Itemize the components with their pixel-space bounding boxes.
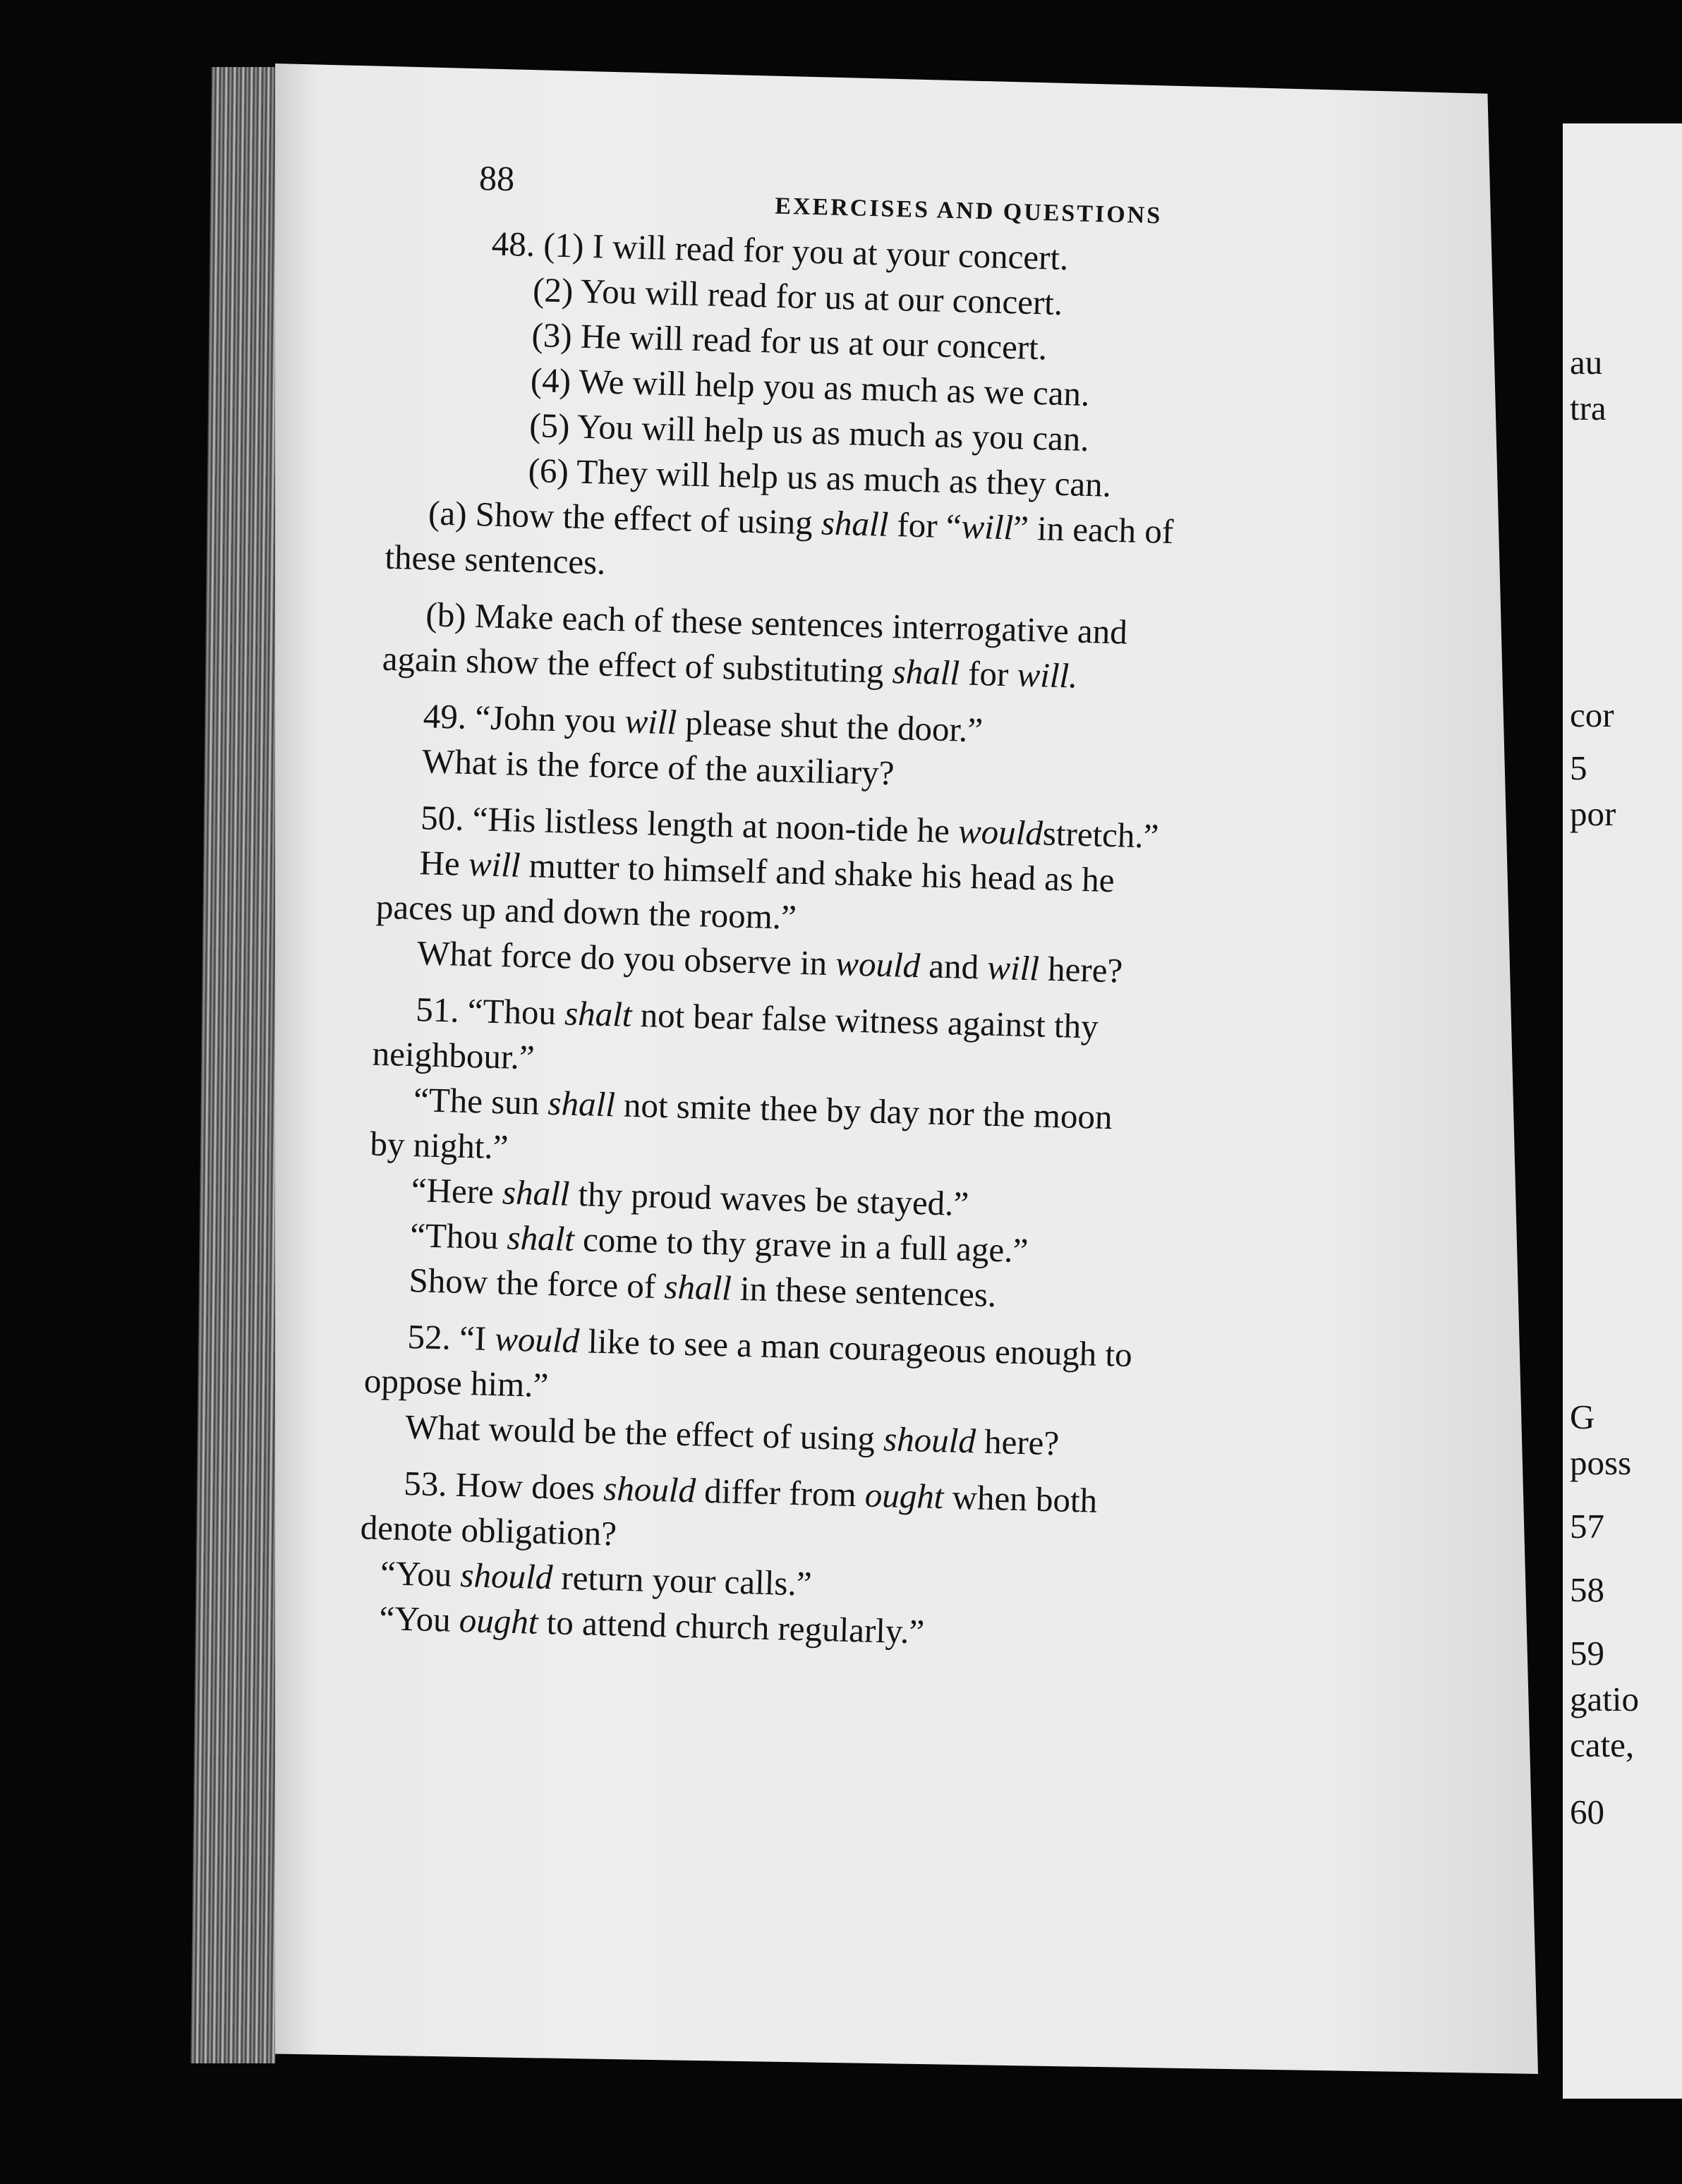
sentence-label: (3) [531,315,573,356]
running-head: EXERCISES AND QUESTIONS [774,193,1163,229]
text-run: ” in each of [1012,508,1174,552]
exercise-number: 51. [415,990,460,1030]
text-run: What would be the effect of using [404,1407,876,1458]
italic-term: shalt [506,1218,575,1258]
sentence-label: (4) [530,360,571,401]
exercise-51-line: neighbour.” [372,1033,536,1077]
facing-fragment: 60 [1570,1792,1604,1831]
italic-term: will [960,506,1014,547]
text-run: not bear false witness against thy [640,995,1099,1046]
text-run: Make each of these sentences interrogative and [474,596,1128,652]
facing-fragment: 58 [1570,1570,1604,1609]
exercise-number: 49. [423,696,467,736]
facing-fragment: gatio [1570,1680,1639,1718]
text-run: “The sun [413,1080,540,1122]
italic-term: would [494,1319,580,1361]
text-run: “You [380,1553,453,1594]
sentence-text: He will read for us at our concert. [580,316,1048,368]
italic-term: shall [547,1083,616,1124]
text-run: when both [952,1477,1098,1520]
text-run: not smite thee by day nor the moon [623,1085,1113,1137]
italic-term: will [624,701,677,742]
text-run: “Thou [409,1215,500,1257]
text-run: stretch.” [1042,813,1160,856]
exercise-number: 50. [420,798,465,838]
text-run: for [967,653,1010,694]
italic-term: shalt [564,993,633,1034]
exercise-51-line: by night.” [369,1124,509,1167]
exercise-52-line: oppose him.” [363,1361,549,1405]
italic-term: shall [821,503,889,544]
italic-term: should [883,1419,976,1461]
exercise-50-line: paces up and down the room.” [375,887,797,937]
part-label: (b) [425,595,467,635]
sentence-text: We will help you as much as we can. [578,361,1091,414]
exercise-number: 53. [403,1463,448,1504]
text-run: Show the effect of using [475,495,813,542]
italic-term: shall [892,652,960,693]
exercise-49-line: What is the force of the auxiliary? [421,741,895,793]
sentence-text: You will help us as much as you can. [576,406,1090,459]
exercise-number: 52. [406,1316,452,1357]
italic-term: ought [864,1475,945,1517]
text-run: “I [459,1318,487,1358]
page-content [358,155,1468,1668]
text-run: “Here [411,1170,495,1211]
text-run: thy proud waves be stayed.” [577,1175,969,1224]
text-run: here? [984,1421,1060,1463]
text-run: mutter to himself and shake his head as he [528,846,1115,900]
italic-term: shall [502,1172,571,1213]
facing-fragment: 59 [1570,1634,1604,1673]
sentence-text: I will read for you at your concert. [592,226,1070,278]
exercise-number: 48. [491,224,536,265]
sentence-label: (6) [528,450,569,491]
text-run: to attend church regularly.” [546,1603,925,1651]
text-run: differ from [703,1471,857,1515]
facing-fragment: poss [1570,1443,1632,1482]
sentence-text: You will read for us at our concert. [580,271,1063,323]
text-run: come to thy grave in a full age.” [582,1220,1029,1270]
facing-fragment: cor [1570,696,1614,734]
text-run: again show the effect of substituting [382,638,885,691]
text-run: in these sentences. [739,1268,997,1315]
sentence-label: (2) [532,270,574,310]
text-run: here? [1047,949,1123,990]
italic-term: will [986,947,1040,988]
facing-fragment: 5 [1570,748,1587,787]
text-run: “Thou [467,990,557,1033]
facing-fragment: 57 [1570,1507,1604,1546]
text-run: He [418,843,461,883]
facing-fragment: tra [1570,389,1607,427]
text-run: like to see a man courageous enough to [587,1321,1133,1374]
part-label: (a) [428,493,468,533]
facing-fragment: por [1570,794,1616,833]
italic-term: will [468,844,521,885]
facing-fragment: cate, [1570,1725,1635,1764]
text-run: “His listless length at noon-tide he [472,799,950,851]
text-run: “You [378,1598,452,1639]
italic-term: should [603,1469,696,1510]
italic-term: should [459,1555,553,1597]
italic-term: would [835,944,921,985]
exercise-48-part-a: these sentences. [384,537,607,582]
text-run: Show the force of [408,1261,656,1306]
text-run: please shut the door.” [684,703,984,750]
italic-term: ought [459,1600,539,1642]
text-run: for “ [896,505,962,546]
sentence-label: (1) [543,225,585,265]
text-run: and [928,946,979,987]
text-run: What force do you observe in [416,933,828,983]
sentence-text: They will help us as much as they can. [576,451,1112,504]
page-number: 88 [478,158,515,199]
facing-page [1563,123,1682,2099]
text-run: How does [455,1464,595,1507]
sentence-label: (5) [528,405,571,446]
italic-term: shall [663,1267,732,1308]
text-run: return your calls.” [560,1558,813,1603]
facing-fragment: G [1570,1397,1595,1436]
text-run: “John you [474,698,617,741]
exercise-53-line: denote obligation? [360,1507,617,1553]
facing-fragment: au [1570,343,1603,382]
italic-term: will. [1016,655,1079,696]
italic-term: would [957,811,1043,853]
